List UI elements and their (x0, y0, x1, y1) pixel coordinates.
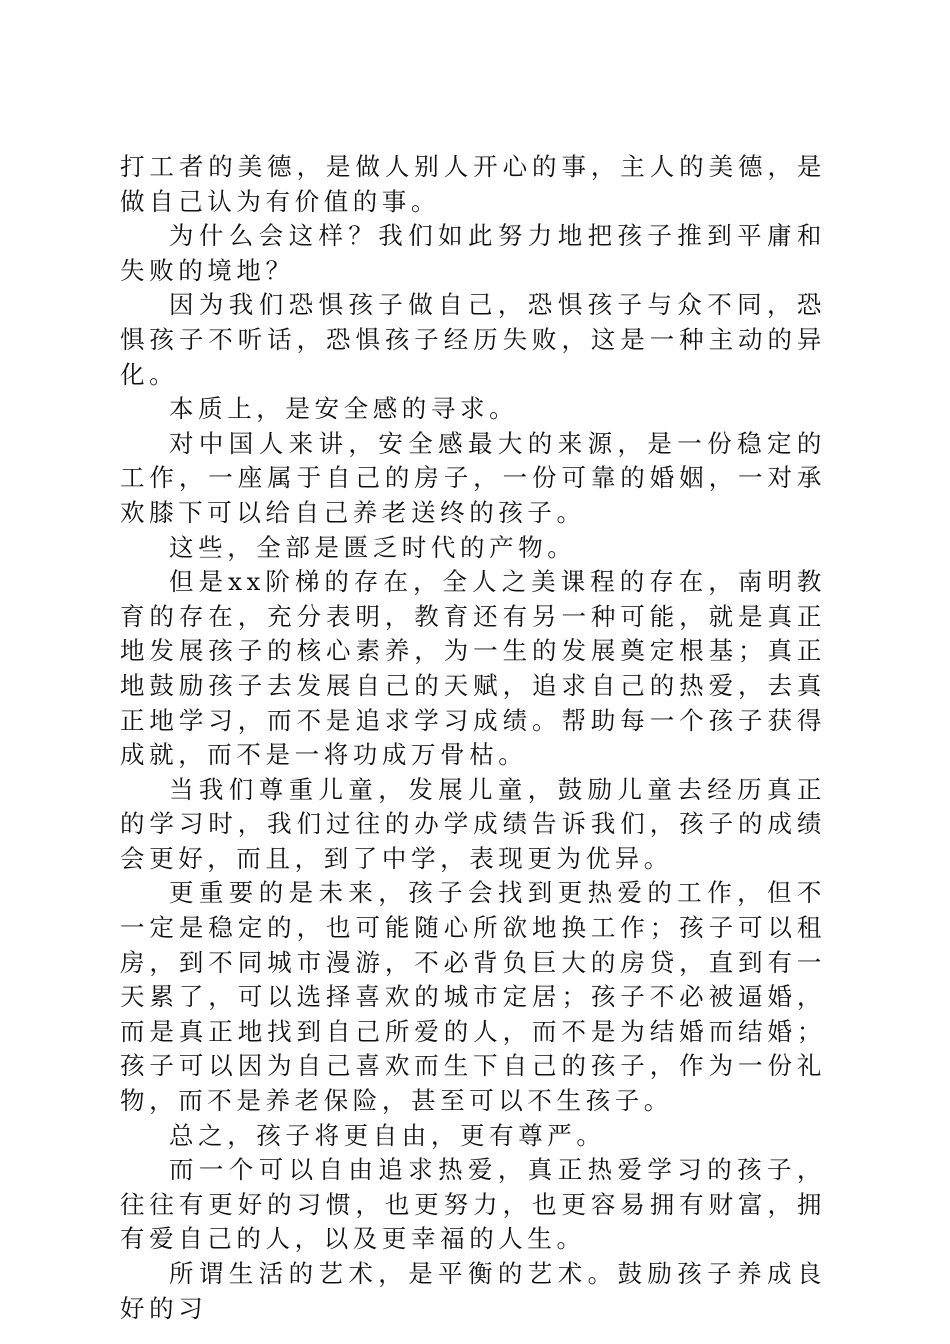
document-page (120, 150, 826, 1326)
paragraph-11: 而一个可以自由追求热爱，真正热爱学习的孩子，往往有更好的习惯，也更努力，也更容易拥有财富，拥有爱自己的人，以及更幸福的人生。 (120, 1155, 826, 1254)
paragraph-8: 当我们尊重儿童，发展儿童，鼓励儿童去经历真正的学习时，我们过往的办学成绩告诉我们，孩子的成绩会更好，而且，到了中学，表现更为优异。 (120, 774, 826, 873)
paragraph-1: 打工者的美德，是做人别人开心的事，主人的美德，是做自己认为有价值的事。 (120, 152, 826, 216)
paragraph-2: 为什么会这样？我们如此努力地把孩子推到平庸和失败的境地？ (120, 221, 826, 285)
paragraph-3: 因为我们恐惧孩子做自己，恐惧孩子与众不同，恐惧孩子不听话，恐惧孩子经历失败，这是一种主动的异化。 (120, 290, 826, 389)
paragraph-4: 本质上，是安全感的寻求。 (169, 394, 519, 424)
paragraph-6: 这些，全部是匮乏时代的产物。 (169, 532, 577, 562)
paragraph-12: 所谓生活的艺术，是平衡的艺术。鼓励孩子养成良好的习 (120, 1259, 826, 1323)
paragraph-7: 但是xx阶梯的存在，全人之美课程的存在，南明教育的存在，充分表明，教育还有另一种可能，就是真正地发展孩子的核心素养，为一生的发展奠定根基；真正地鼓励孩子去发展自己的天赋，追求自己的热爱，去真正地学习，而不是追求学习成绩。帮助每一个孩子获得成就，而不是一将功成万骨枯。 (120, 567, 826, 770)
paragraph-5: 对中国人来讲，安全感最大的来源，是一份稳定的工作，一座属于自己的房子，一份可靠的婚姻，一对承欢膝下可以给自己养老送终的孩子。 (120, 428, 826, 527)
paragraph-10: 总之，孩子将更自由，更有尊严。 (169, 1120, 606, 1150)
paragraph-9: 更重要的是未来，孩子会找到更热爱的工作，但不一定是稳定的，也可能随心所欲地换工作；孩子可以租房，到不同城市漫游，不必背负巨大的房贷，直到有一天累了，可以选择喜欢的城市定居；孩子不必被逼婚，而是真正地找到自己所爱的人，而不是为结婚而结婚；孩子可以因为自己喜欢而生下自己的孩子，作为一份礼物，而不是养老保险，甚至可以不生孩子。 (120, 878, 826, 1116)
